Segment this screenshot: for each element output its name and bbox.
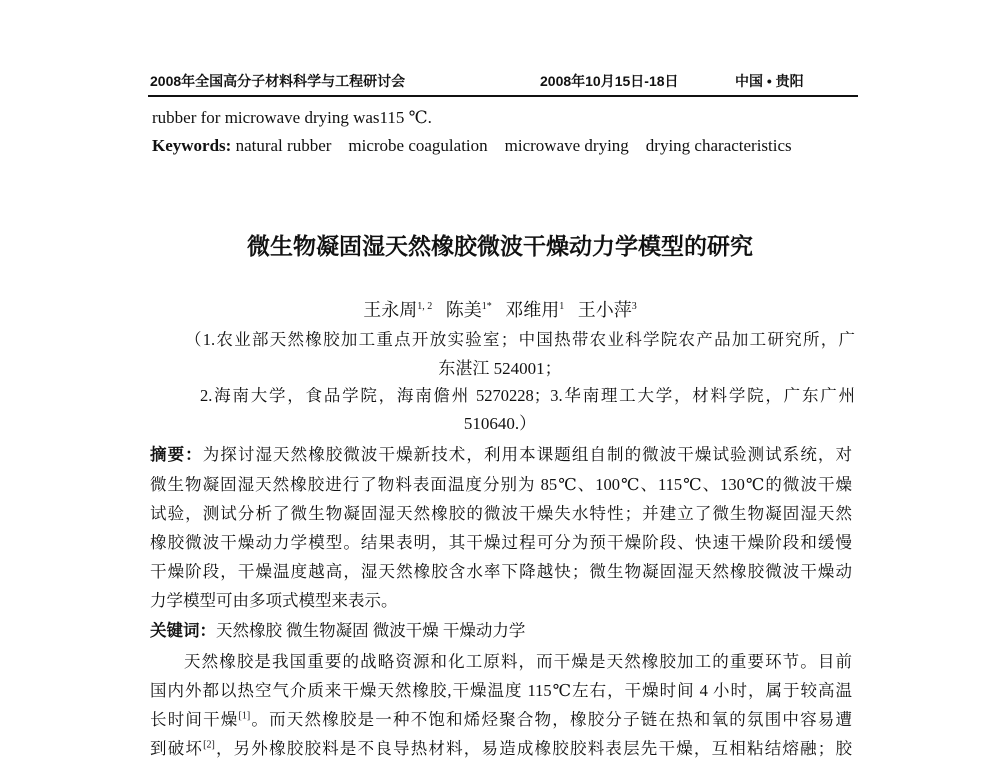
author-affil: 1 bbox=[559, 301, 565, 312]
english-keywords-text: natural rubber microbe coagulation microwave drying drying characteristics bbox=[235, 136, 792, 155]
abstract-text: 为探讨湿天然橡胶微波干燥新技术，利用本课题组自制的微波干燥试验测试系统，对 bbox=[202, 445, 853, 464]
affiliation-line: 2.海南大学，食品学院，海南儋州 5270228；3.华南理工大学，材料学院，广东广州 bbox=[200, 386, 855, 405]
conference-date: 2008年10月15日-18日 bbox=[540, 73, 679, 89]
keywords bbox=[150, 617, 852, 641]
english-keywords-label: Keywords: bbox=[152, 136, 232, 155]
affiliation-line: （1.农业部天然橡胶加工重点开放实验室；中国热带农业科学院农产品加工研究所，广 bbox=[185, 330, 855, 349]
abstract-line: 试验，测试分析了微生物凝固湿天然橡胶的微波干燥失水特性；并建立了微生物凝固湿天然 bbox=[150, 504, 852, 523]
body-line bbox=[150, 706, 852, 730]
english-abstract-tail: rubber for microwave drying was115 ℃. bbox=[152, 108, 432, 127]
affiliation-line: 东湛江 524001； bbox=[438, 359, 562, 378]
abstract-line bbox=[150, 441, 852, 465]
abstract-line: 力学模型可由多项式模型来表示。 bbox=[150, 591, 398, 610]
english-keywords bbox=[152, 136, 792, 156]
author: 陈美 bbox=[445, 300, 482, 320]
abstract-line: 微生物凝固湿天然橡胶进行了物料表面温度分别为 85℃、100℃、115℃、130℃的微波干燥 bbox=[150, 475, 852, 494]
conference-location: 中国 • 贵阳 bbox=[735, 73, 804, 89]
abstract-line: 干燥阶段，干燥温度越高，湿天然橡胶含水率下降越快；微生物凝固湿天然橡胶微波干燥动 bbox=[150, 562, 852, 581]
citation: [2] bbox=[203, 739, 215, 751]
header-rule bbox=[148, 95, 858, 97]
author: 王小萍 bbox=[577, 300, 632, 320]
body-text: ，另外橡胶胶料是不良导热材料，易造成橡胶胶料表层先干燥，互相粘结熔融；胶 bbox=[214, 739, 853, 758]
abstract-label: 摘要： bbox=[150, 445, 203, 464]
body-line bbox=[150, 735, 852, 759]
author-affil: 1* bbox=[481, 301, 492, 312]
body-line: 天然橡胶是我国重要的战略资源和化工原料，而干燥是天然橡胶加工的重要环节。目前 bbox=[184, 652, 852, 671]
keywords-label: 关键词： bbox=[150, 621, 216, 640]
body-text: 。而天然橡胶是一种不饱和烯烃聚合物，橡胶分子链在热和氧的氛围中容易遭 bbox=[250, 710, 853, 729]
affiliation-line: 510640.） bbox=[463, 414, 537, 433]
keywords-text: 天然橡胶 微生物凝固 微波干燥 干燥动力学 bbox=[216, 621, 526, 640]
author-affil: 3 bbox=[631, 301, 637, 312]
author: 王永周 bbox=[363, 300, 418, 320]
body-line: 国内外都以热空气介质来干燥天然橡胶,干燥温度 115℃左右，干燥时间 4 小时，属于较高温 bbox=[150, 681, 852, 700]
body-text: 长时间干燥 bbox=[150, 710, 239, 729]
body-text: 到破坏 bbox=[150, 739, 204, 758]
author-list bbox=[0, 296, 1000, 322]
citation: [1] bbox=[238, 710, 251, 722]
abstract-line: 橡胶微波干燥动力学模型。结果表明，其干燥过程可分为预干燥阶段、快速干燥阶段和缓慢 bbox=[150, 533, 852, 552]
conference-name: 2008年全国高分子材料科学与工程研讨会 bbox=[150, 73, 406, 89]
author-affil: 1, 2 bbox=[417, 301, 433, 312]
paper-title: 微生物凝固湿天然橡胶微波干燥动力学模型的研究 bbox=[247, 234, 753, 260]
author: 邓维用 bbox=[505, 300, 560, 320]
